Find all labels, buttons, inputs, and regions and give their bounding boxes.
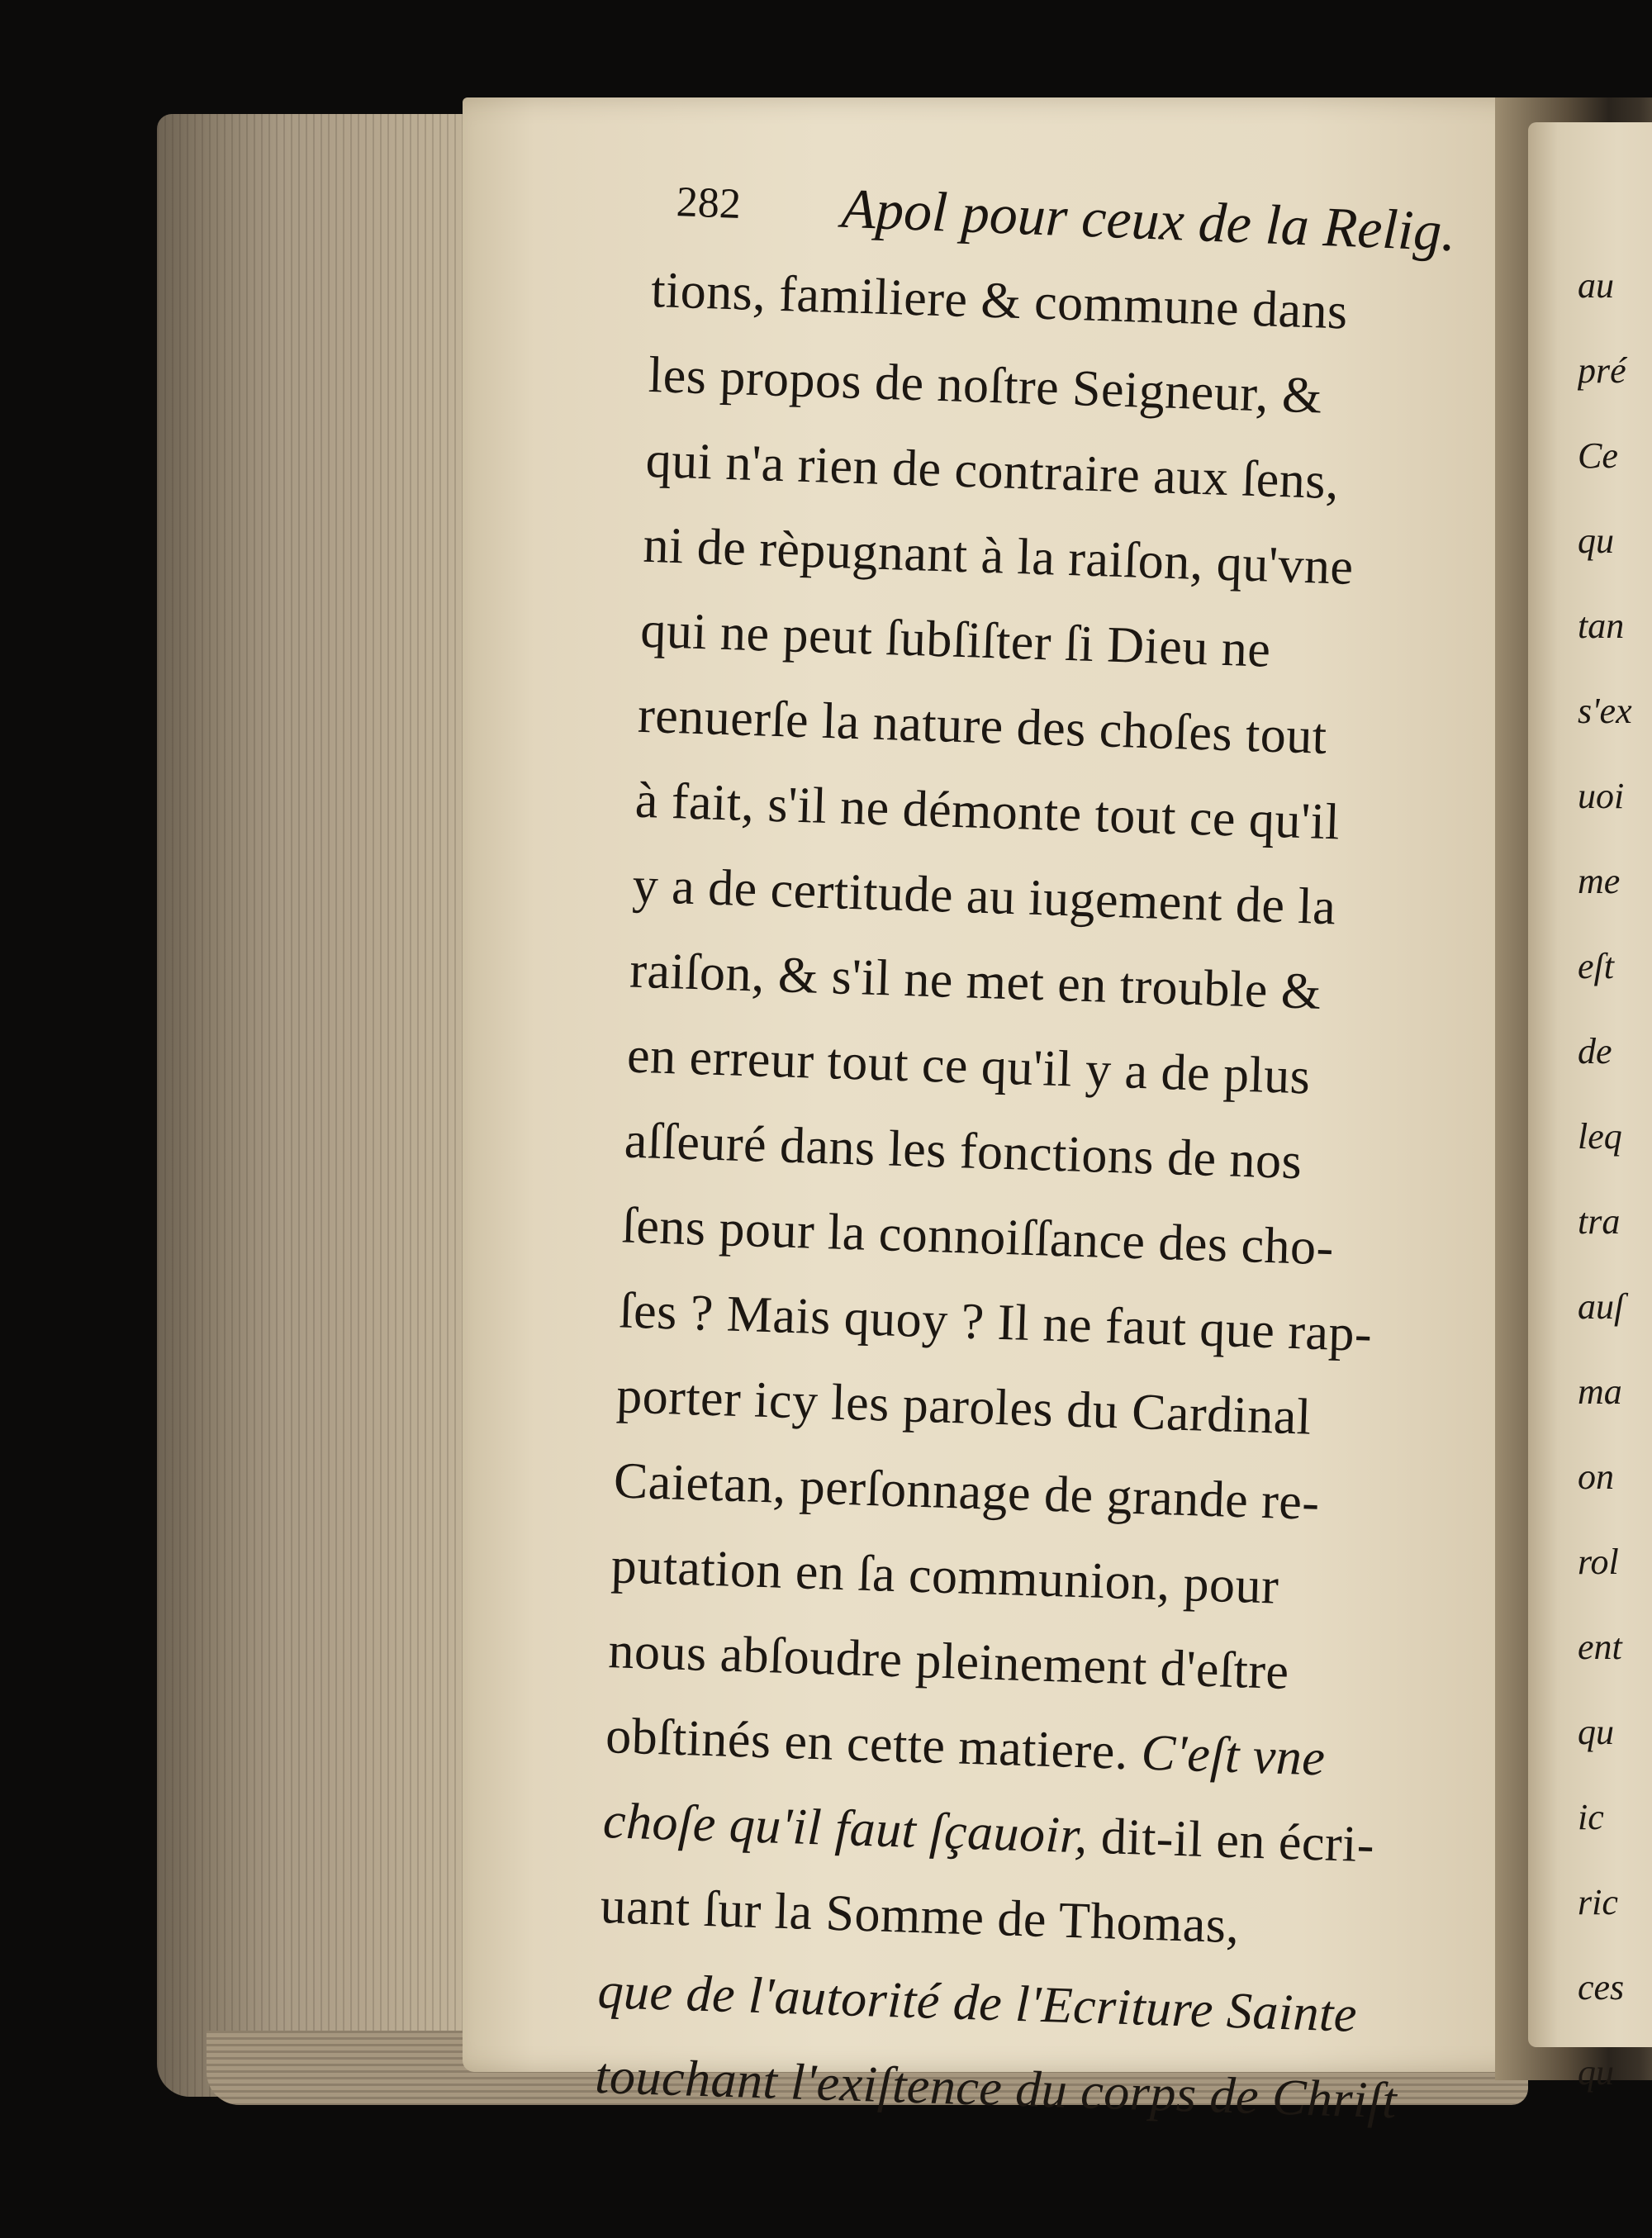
facing-fragment: qu	[1578, 520, 1614, 561]
text-line: qui n'a rien de contraire aux ſens,	[644, 431, 1341, 511]
facing-fragment: on	[1578, 1456, 1614, 1497]
text-line-italic: choſe qu'il faut ſçauoir,	[602, 1793, 1089, 1865]
text-line: à fait, s'il ne démonte tout ce qu'il	[634, 772, 1341, 851]
text-line: porter icy les paroles du Cardinal	[615, 1367, 1313, 1446]
facing-fragment: uoi	[1578, 776, 1625, 816]
text-line-italic: C'eſt vne	[1140, 1724, 1327, 1787]
facing-fragment: auſ	[1578, 1286, 1625, 1327]
facing-fragment: s'ex	[1578, 691, 1632, 731]
text-line: qui ne peut ſubſiſter ſi Dieu ne	[639, 601, 1272, 678]
running-head: Apol pour ceux de la Relig.	[840, 176, 1457, 264]
facing-fragment: qu	[1578, 2052, 1614, 2093]
text-line: aſſeuré dans les fonctions de nos	[623, 1112, 1303, 1190]
facing-fragment: me	[1578, 861, 1621, 901]
text-line: uant ſur la Somme de Thomas,	[599, 1878, 1241, 1955]
facing-fragment: ces	[1578, 1967, 1625, 2008]
facing-fragment: tan	[1578, 606, 1625, 646]
book-fore-edge	[157, 114, 471, 2097]
facing-fragment: eſt	[1578, 946, 1614, 986]
facing-fragment: rol	[1578, 1542, 1619, 1582]
text-line: renuerſe la nature des choſes tout	[637, 687, 1328, 765]
page-number: 282	[675, 178, 742, 228]
facing-fragment: ent	[1578, 1627, 1622, 1667]
text-line: nous abſoudre pleinement d'eſtre	[607, 1623, 1290, 1701]
text-line: les propos de noſtre Seigneur, &	[648, 346, 1323, 425]
facing-fragment: ric	[1578, 1882, 1618, 1922]
text-line-roman: dit-il en écri-	[1086, 1808, 1376, 1874]
facing-fragment: au	[1578, 265, 1614, 306]
text-line: tions, familiere & commune dans	[650, 261, 1349, 340]
text-line: Caietan, perſonnage de grande re-	[613, 1452, 1321, 1532]
page-text	[594, 248, 1495, 2145]
text-line: ſens pour la connoiſſance des cho-	[620, 1197, 1335, 1276]
text-line: y a de certitude au iugement de la	[631, 857, 1337, 936]
text-line: que de l'autorité de l'Ecriture Sainte	[596, 1962, 1358, 2043]
facing-fragment: de	[1578, 1031, 1612, 1071]
facing-fragment: pré	[1578, 350, 1626, 391]
facing-page-text	[1578, 264, 1652, 2136]
text-line: ni de rèpugnant à la raiſon, qu'vne	[642, 516, 1355, 596]
text-line: en erreur tout ce qu'il y a de plus	[626, 1027, 1312, 1105]
facing-fragment: qu	[1578, 1712, 1614, 1752]
text-line: touchant l'exiſtence du corps de Chriſt	[594, 2047, 1398, 2130]
facing-fragment: ma	[1578, 1371, 1622, 1412]
text-line: raiſon, & s'il ne met en trouble &	[629, 942, 1322, 1020]
text-line: putation en ſa communion, pour	[610, 1537, 1280, 1615]
facing-fragment: leq	[1578, 1116, 1622, 1157]
facing-fragment: ic	[1578, 1797, 1604, 1837]
text-line-roman: obſtinés en cette matiere.	[605, 1708, 1129, 1780]
facing-fragment: Ce	[1578, 435, 1618, 476]
facing-fragment: tra	[1578, 1201, 1621, 1242]
text-line: ſes ? Mais quoy ? Il ne faut que rap-	[618, 1282, 1374, 1362]
